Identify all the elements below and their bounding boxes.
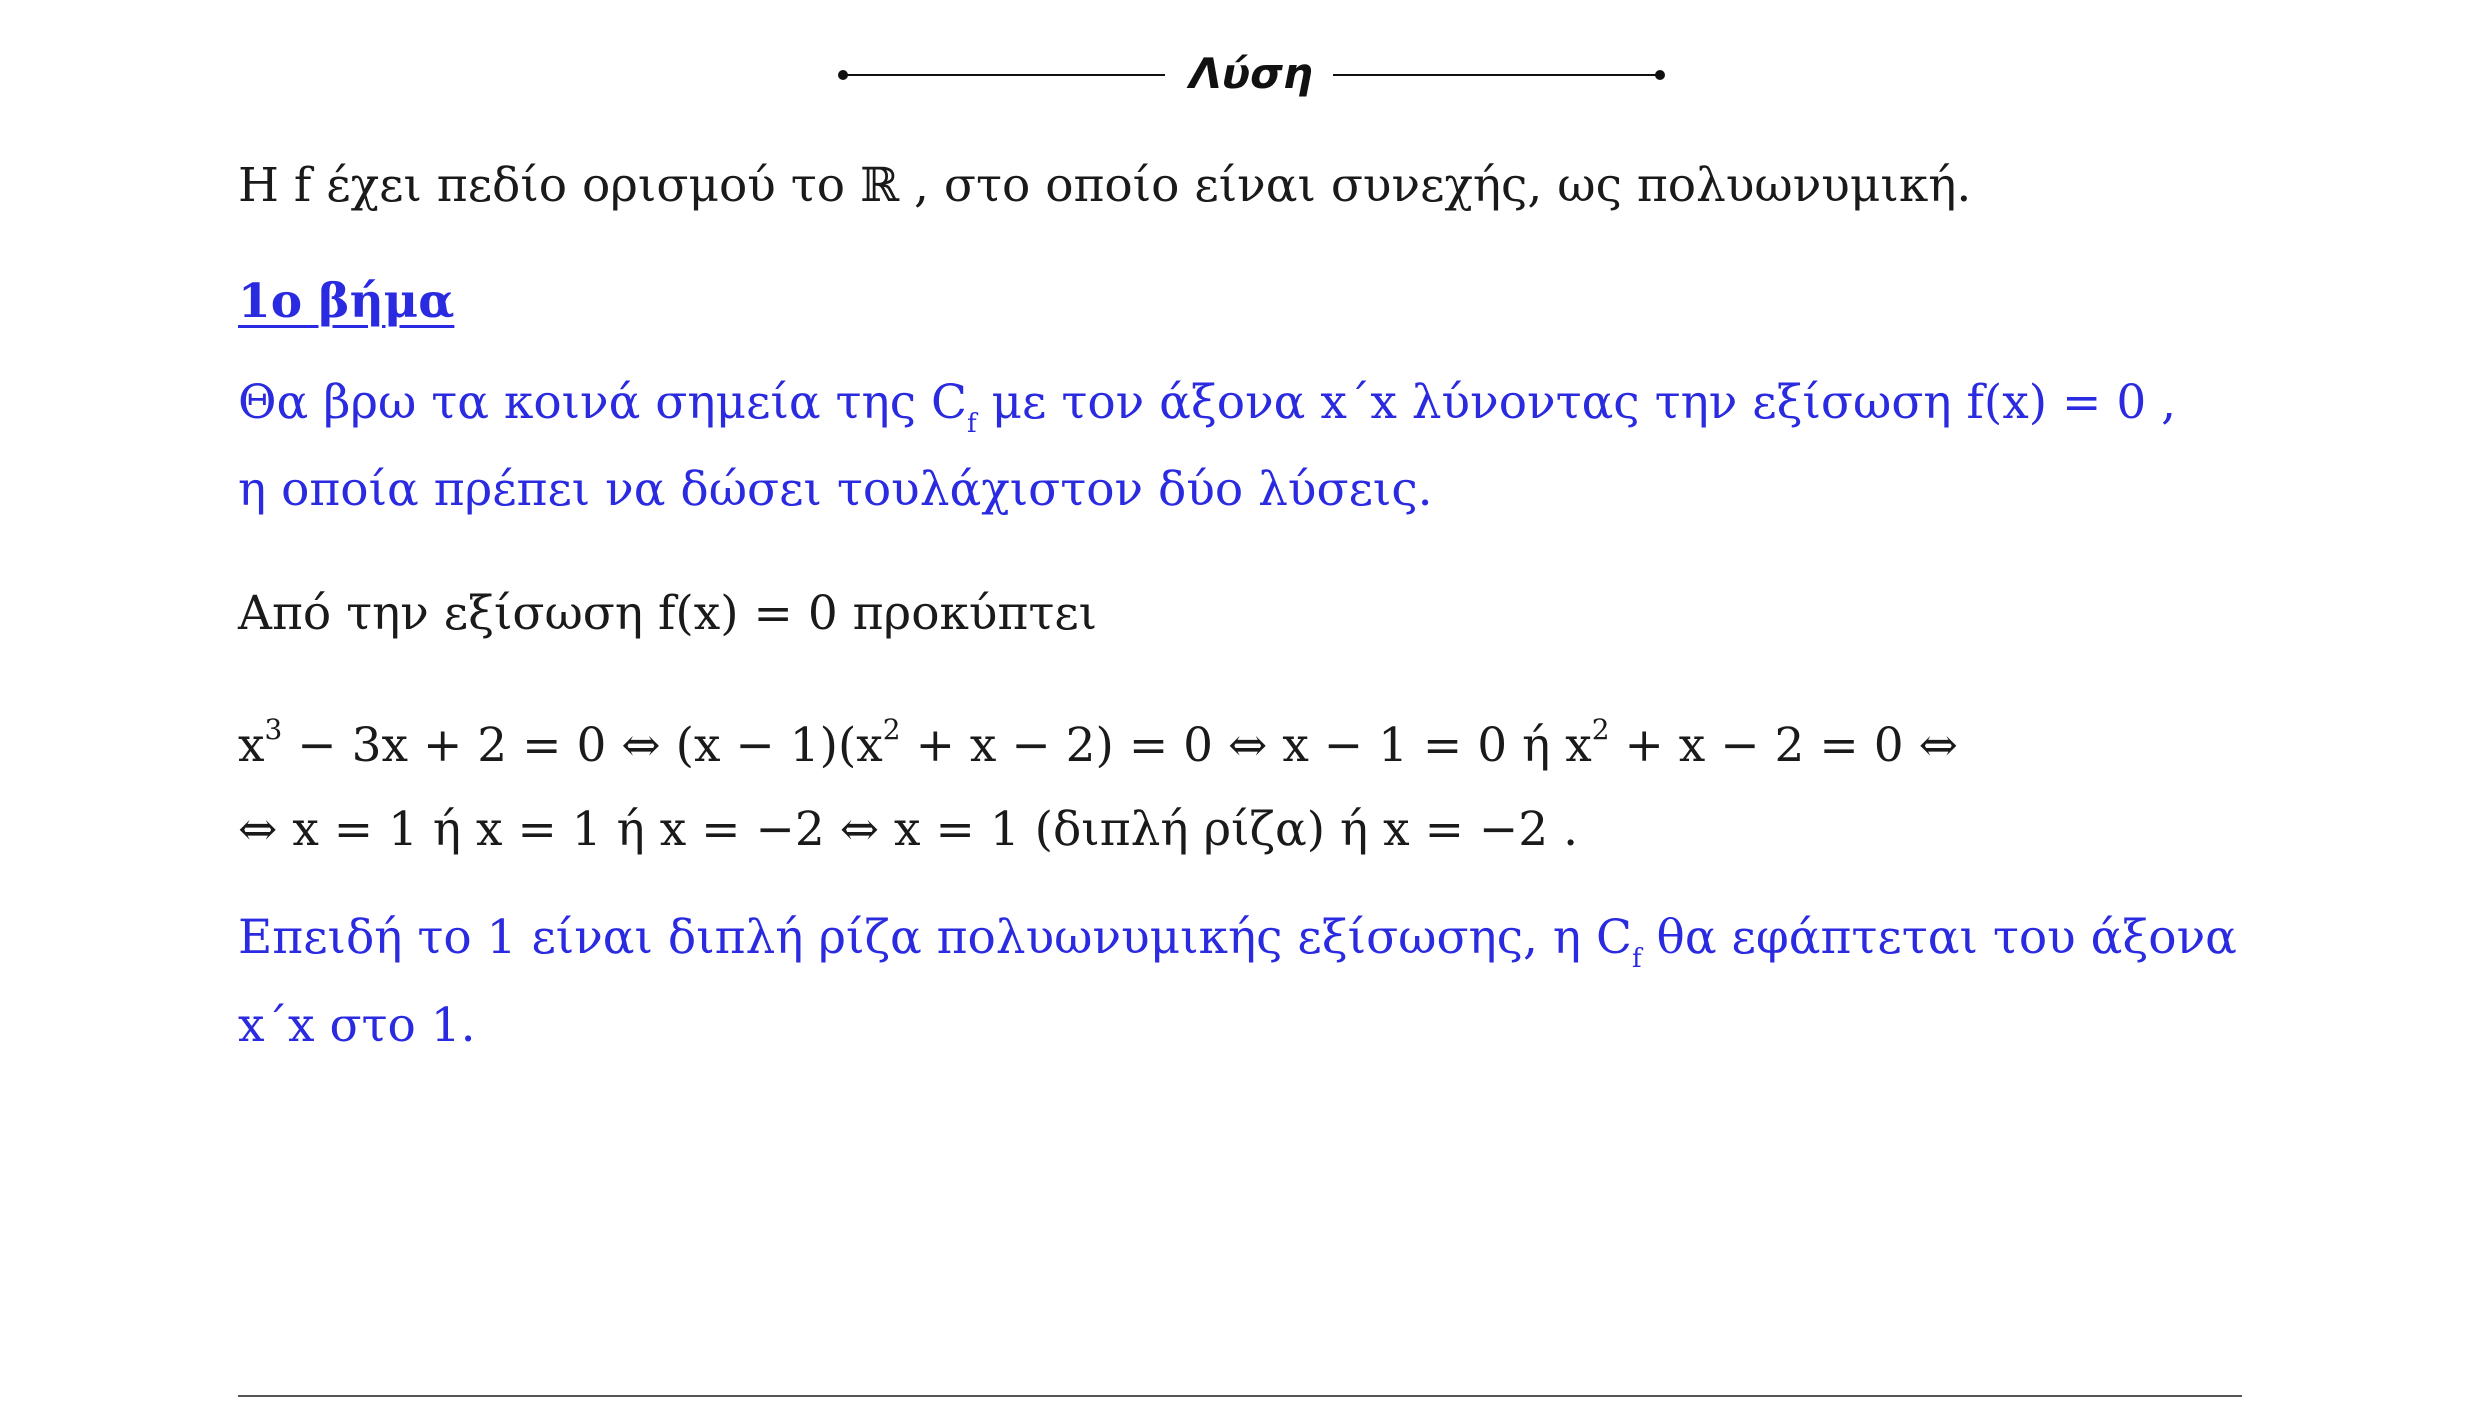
equation-line-1	[238, 700, 1958, 776]
eq1-exponent-3: 2	[1591, 713, 1610, 746]
conclusion-curve-subscript: f	[1631, 944, 1642, 974]
step-description-line-2: η οποία πρέπει να δώσει τουλάχιστον δύο λύσεις.	[238, 462, 1433, 517]
equation-line-2: ⇔ x = 1 ή x = 1 ή x = −2 ⇔ x = 1 (διπλή ρίζα) ή x = −2 .	[238, 802, 1579, 857]
eq1-part-b: − 3x + 2 = 0 ⇔ (x − 1)(x	[282, 718, 883, 773]
eq1-part-d: + x − 2 = 0 ⇔	[1609, 718, 1958, 773]
curve-subscript: f	[966, 409, 977, 439]
eq1-part-c: + x − 2) = 0 ⇔ x − 1 = 0 ή x	[900, 718, 1592, 773]
conclusion-text-b: θα εφάπτεται του άξονα	[1641, 910, 2237, 965]
intro-paragraph: Η f έχει πεδίο ορισμού το ℝ , στο οποίο είναι συνεχής, ως πολυωνυμική.	[238, 158, 1972, 213]
eq1-exponent-1: 3	[264, 713, 283, 746]
header-right-dot	[1655, 70, 1665, 80]
step-heading: 1ο βήμα	[238, 274, 455, 329]
step-text-a: Θα βρω τα κοινά σημεία της C	[238, 375, 967, 430]
step-description-line-1	[238, 373, 2176, 454]
conclusion-line-1	[238, 908, 2237, 989]
step-text-b: με τον άξονα x΄x λύνοντας την εξίσωση f(x) = 0 ,	[976, 375, 2177, 430]
conclusion-line-2: x΄x στο 1.	[238, 998, 476, 1053]
eq1-exponent-2: 2	[882, 713, 901, 746]
header-right-rule	[1333, 74, 1660, 76]
section-title: Λύση	[1189, 49, 1313, 98]
derivation-lead: Από την εξίσωση f(x) = 0 προκύπτει	[238, 586, 1098, 641]
footer-rule	[238, 1395, 2242, 1397]
conclusion-text-a: Επειδή το 1 είναι διπλή ρίζα πολυωνυμικής εξίσωσης, η C	[238, 910, 1632, 965]
header-left-rule	[843, 74, 1165, 76]
eq1-part-a: x	[238, 718, 265, 773]
section-header	[0, 44, 2480, 104]
